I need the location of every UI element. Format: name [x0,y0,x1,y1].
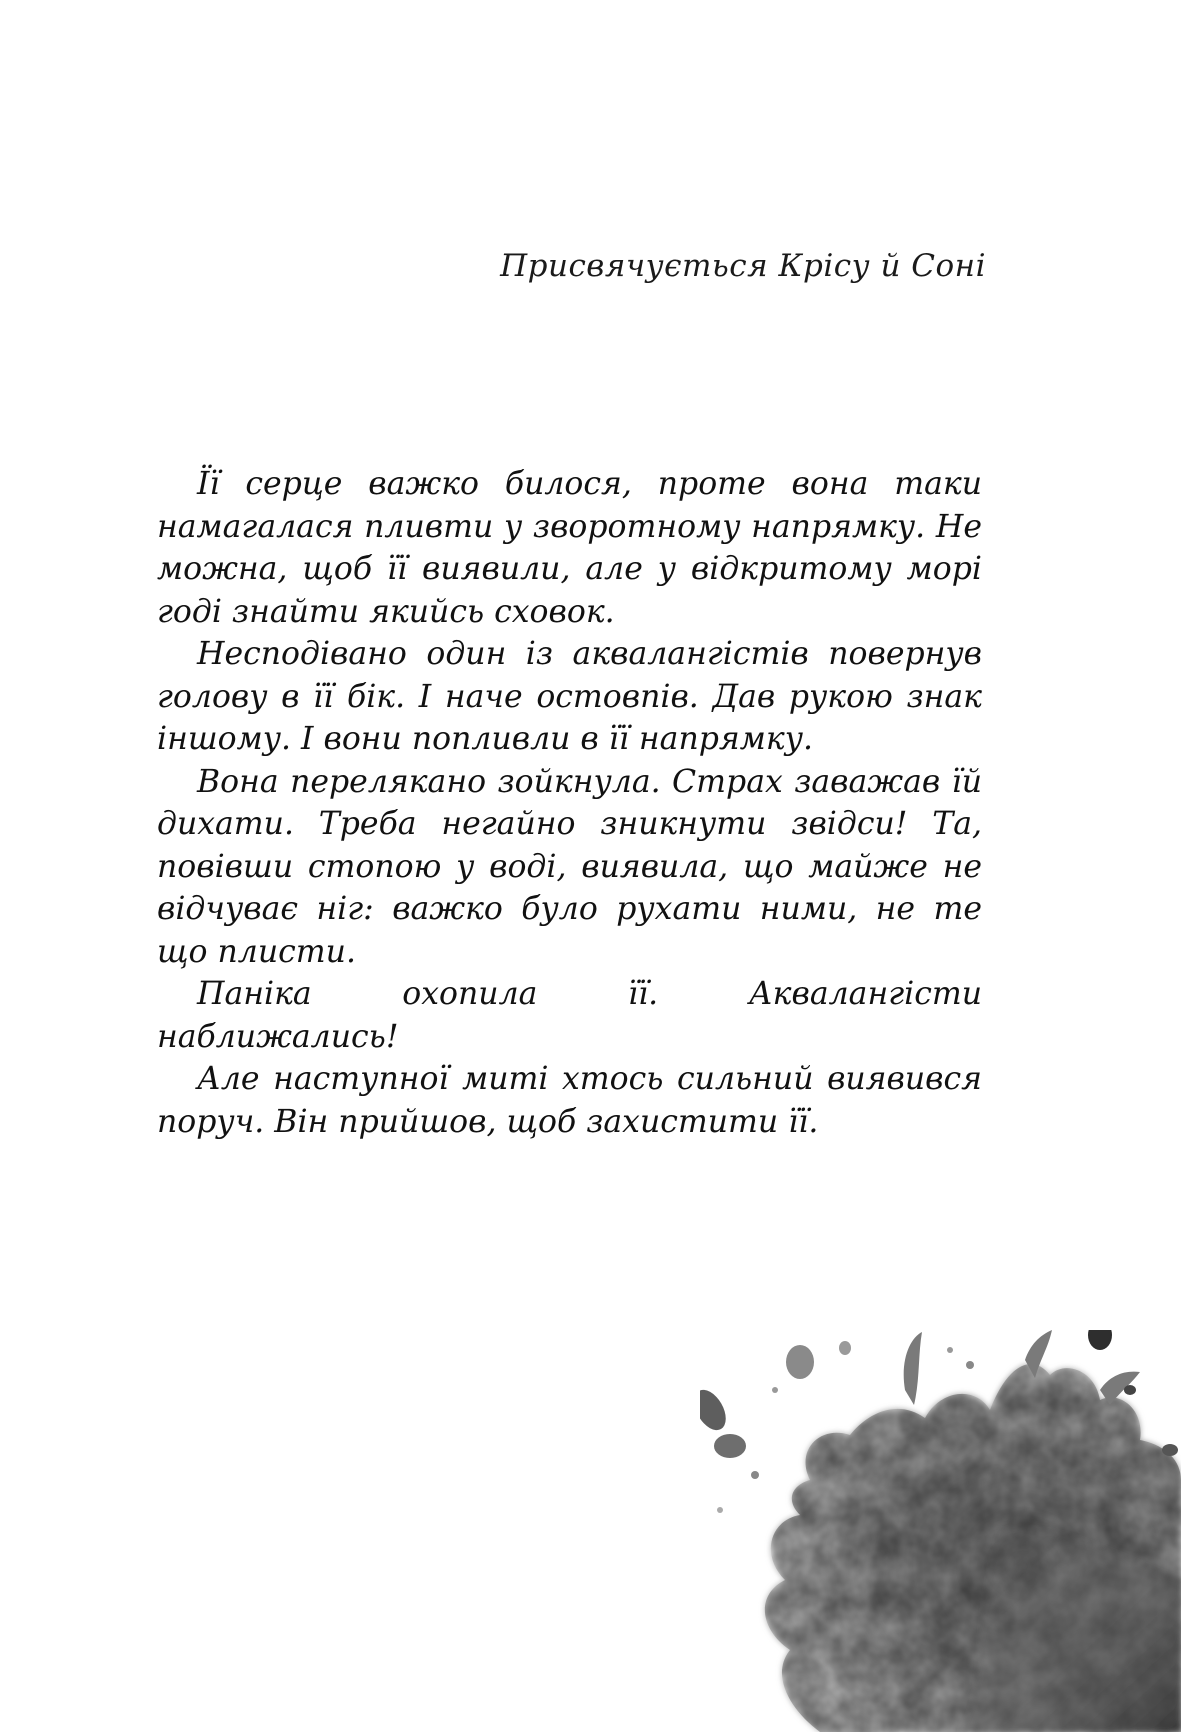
story-text [157,463,982,1143]
dedication-line: Присвячується Крісу й Соні [500,248,986,284]
paragraph: Її серце важко билося, проте вона таки намагалася пливти у зворотному напрямку. Не можна, щоб її виявили, але у відкритому морі годі знайти якийсь сховок. [157,466,982,630]
paragraph: Але наступної миті хтось сильний виявився поруч. Він прийшов, щоб захистити її. [157,1061,982,1140]
paragraph: Вона перелякано зойкнула. Страх заважав їй дихати. Треба негайно зникнути звідси! Та, повівши стопою у воді, виявила, що майже не відчуває ніг: важко було рухати ними, не те що плисти. [157,763,982,970]
ink-blot [765,1364,1181,1732]
paragraph: Несподівано один із аквалангістів повернув голову в її бік. І наче остовпів. Дав рукою знак іншому. І вони попливли в її напрямку. [157,636,982,757]
paragraph: Паніка охопила її. Аквалангісти наближались! [157,976,982,1055]
ink-splash-illustration [700,1330,1181,1732]
